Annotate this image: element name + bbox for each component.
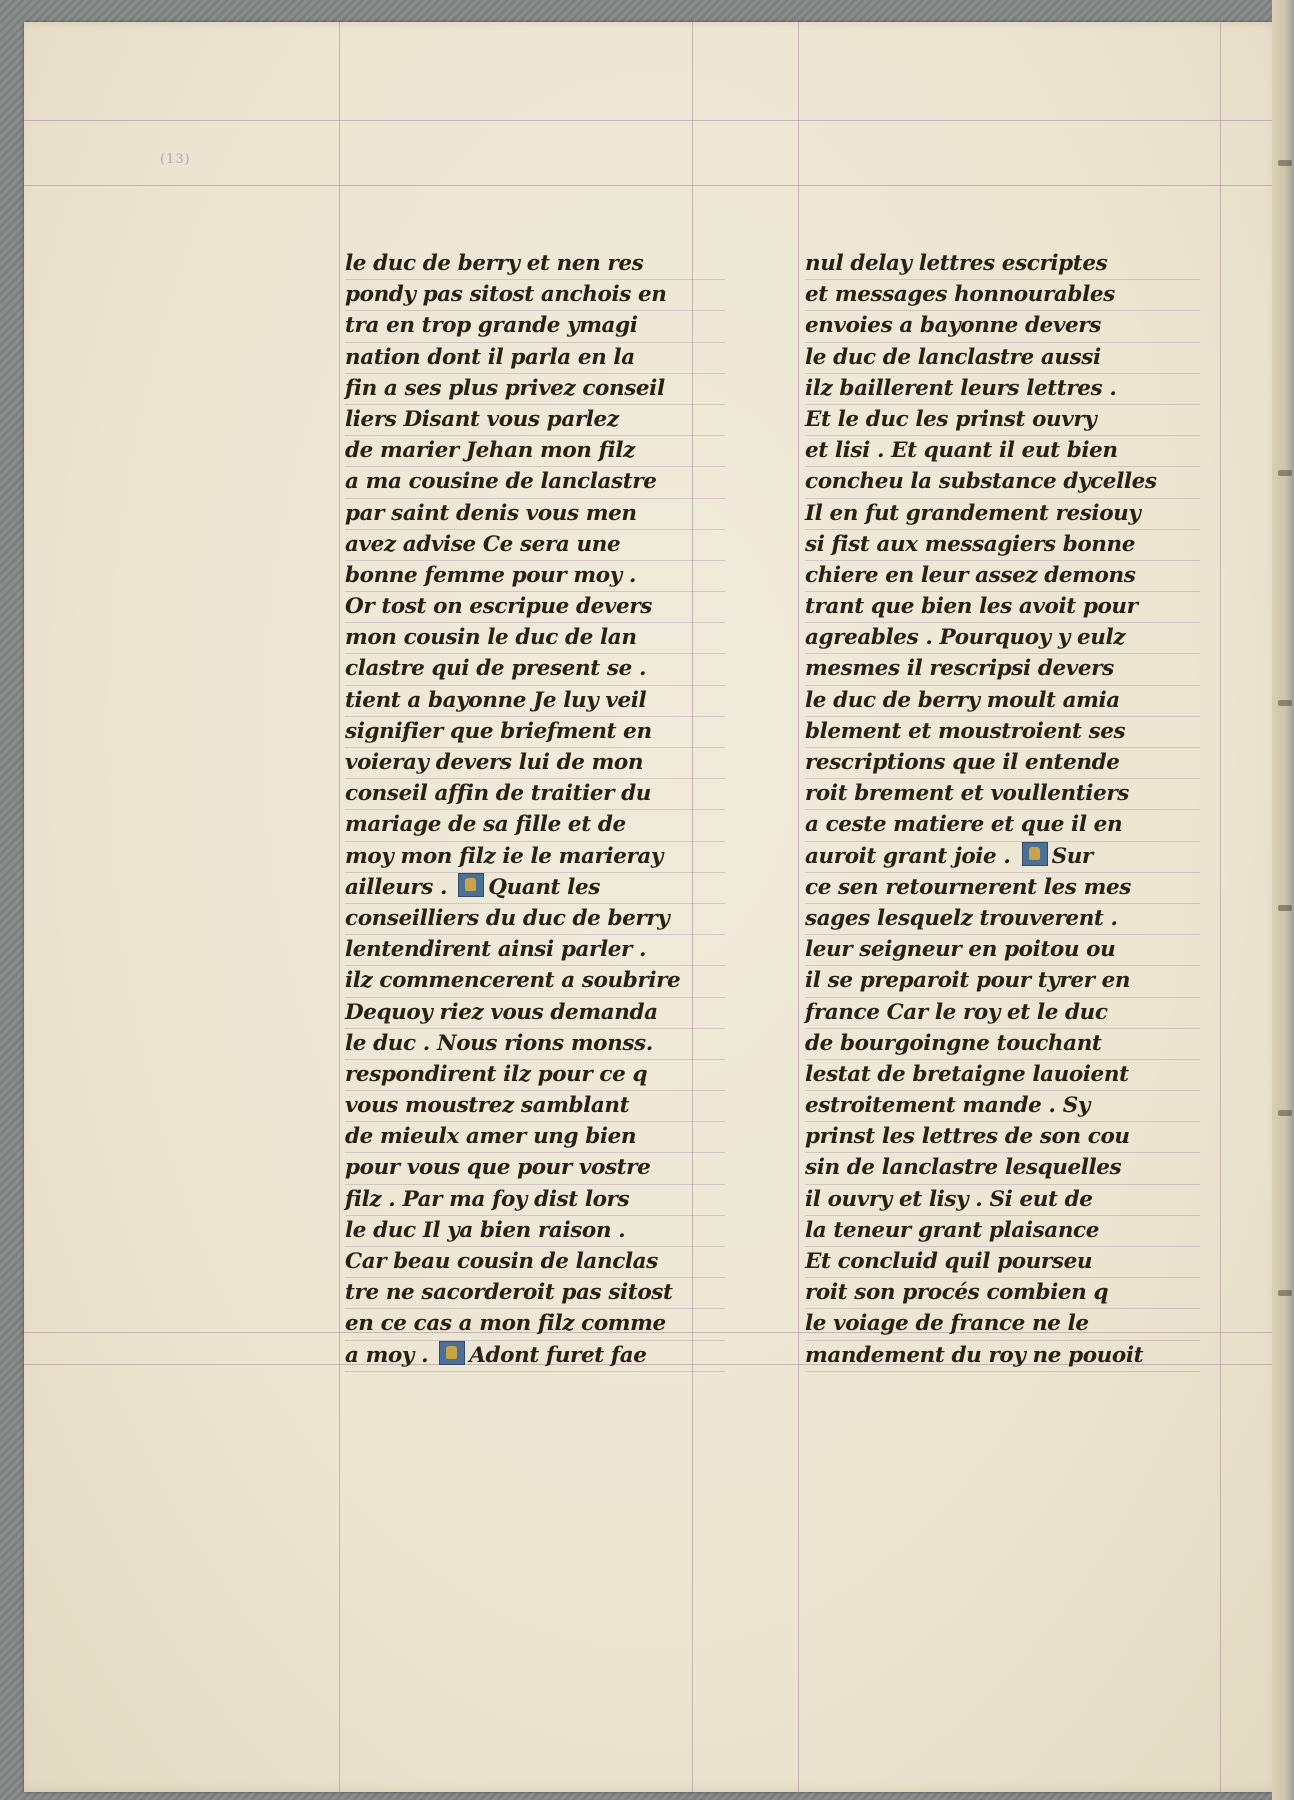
text-line: filz . Par ma foy dist lors — [345, 1185, 725, 1216]
decorated-initial-icon — [458, 873, 484, 897]
folio-number: (13) — [160, 152, 191, 167]
text-line: le duc de berry et nen res — [345, 249, 725, 280]
text-line: ce sen retournerent les mes — [805, 873, 1200, 904]
text-line: signifier que briefment en — [345, 717, 725, 748]
text-line: fin a ses plus privez conseil — [345, 374, 725, 405]
text-line: sages lesquelz trouverent . — [805, 904, 1200, 935]
text-line: mesmes il rescripsi devers — [805, 654, 1200, 685]
line-segment: a moy . — [345, 1342, 436, 1368]
ruling-line — [24, 120, 1282, 121]
text-line: bonne femme pour moy . — [345, 561, 725, 592]
line-segment: ailleurs . — [345, 874, 455, 900]
text-line: avez advise Ce sera une — [345, 530, 725, 561]
text-line: Et le duc les prinst ouvry — [805, 405, 1200, 436]
text-line: liers Disant vous parlez — [345, 405, 725, 436]
text-column-right — [805, 249, 1200, 1372]
text-line: le duc de berry moult amia — [805, 686, 1200, 717]
ruling-line — [798, 22, 799, 1792]
text-line: estroitement mande . Sy — [805, 1091, 1200, 1122]
text-line: tra en trop grande ymagi — [345, 311, 725, 342]
text-column-left — [345, 249, 725, 1372]
text-line: roit son procés combien q — [805, 1278, 1200, 1309]
line-segment: Quant les — [488, 874, 600, 900]
text-line: moy mon filz ie le marieray — [345, 842, 725, 873]
text-line: tre ne sacorderoit pas sitost — [345, 1278, 725, 1309]
text-line — [805, 842, 1200, 873]
text-line: nation dont il parla en la — [345, 343, 725, 374]
text-line: en ce cas a mon filz comme — [345, 1309, 725, 1340]
text-line: tient a bayonne Je luy veil — [345, 686, 725, 717]
text-line: mariage de sa fille et de — [345, 810, 725, 841]
text-line: clastre qui de present se . — [345, 654, 725, 685]
text-line: lentendirent ainsi parler . — [345, 935, 725, 966]
text-line: de mieulx amer ung bien — [345, 1122, 725, 1153]
text-line: envoies a bayonne devers — [805, 311, 1200, 342]
line-segment: Adont furet fae — [469, 1342, 647, 1368]
text-line: par saint denis vous men — [345, 499, 725, 530]
text-line: pondy pas sitost anchois en — [345, 280, 725, 311]
text-line: et messages honnourables — [805, 280, 1200, 311]
text-line: ilz commencerent a soubrire — [345, 966, 725, 997]
text-line: agreables . Pourquoy y eulz — [805, 623, 1200, 654]
text-line: respondirent ilz pour ce q — [345, 1060, 725, 1091]
text-line: le duc . Nous rions monss. — [345, 1029, 725, 1060]
decorated-initial-icon — [1022, 842, 1048, 866]
text-line: a ceste matiere et que il en — [805, 810, 1200, 841]
edge-ink-mark — [1278, 700, 1292, 706]
text-line: chiere en leur assez demons — [805, 561, 1200, 592]
text-line: Dequoy riez vous demanda — [345, 998, 725, 1029]
edge-ink-mark — [1278, 905, 1292, 911]
ruling-line — [1220, 22, 1221, 1792]
decorated-initial-icon — [439, 1341, 465, 1365]
edge-ink-mark — [1278, 1290, 1292, 1296]
text-line: sin de lanclastre lesquelles — [805, 1153, 1200, 1184]
text-line: il ouvry et lisy . Si eut de — [805, 1185, 1200, 1216]
line-segment: Sur — [1051, 843, 1093, 869]
text-line: Or tost on escripue devers — [345, 592, 725, 623]
text-line: de marier Jehan mon filz — [345, 436, 725, 467]
text-line: concheu la substance dycelles — [805, 467, 1200, 498]
text-line: de bourgoingne touchant — [805, 1029, 1200, 1060]
text-line: blement et moustroient ses — [805, 717, 1200, 748]
text-line: il se preparoit pour tyrer en — [805, 966, 1200, 997]
edge-ink-mark — [1278, 160, 1292, 166]
ruling-line — [24, 185, 1282, 186]
ruling-line — [339, 22, 340, 1792]
text-line — [345, 1341, 725, 1372]
text-line: le voiage de france ne le — [805, 1309, 1200, 1340]
text-line: roit brement et voullentiers — [805, 779, 1200, 810]
text-line: Il en fut grandement resiouy — [805, 499, 1200, 530]
text-line — [345, 873, 725, 904]
edge-ink-mark — [1278, 1110, 1292, 1116]
text-line: pour vous que pour vostre — [345, 1153, 725, 1184]
text-line: et lisi . Et quant il eut bien — [805, 436, 1200, 467]
text-line: leur seigneur en poitou ou — [805, 935, 1200, 966]
text-line: ilz baillerent leurs lettres . — [805, 374, 1200, 405]
text-line: conseil affin de traitier du — [345, 779, 725, 810]
text-line: mandement du roy ne pouoit — [805, 1341, 1200, 1372]
text-line: trant que bien les avoit pour — [805, 592, 1200, 623]
text-line: a ma cousine de lanclastre — [345, 467, 725, 498]
text-line: la teneur grant plaisance — [805, 1216, 1200, 1247]
text-line: le duc de lanclastre aussi — [805, 343, 1200, 374]
text-line: lestat de bretaigne lauoient — [805, 1060, 1200, 1091]
text-line: mon cousin le duc de lan — [345, 623, 725, 654]
text-line: prinst les lettres de son cou — [805, 1122, 1200, 1153]
text-line: le duc Il ya bien raison . — [345, 1216, 725, 1247]
text-line: conseilliers du duc de berry — [345, 904, 725, 935]
line-segment: auroit grant joie . — [805, 843, 1018, 869]
text-line: nul delay lettres escriptes — [805, 249, 1200, 280]
adjacent-leaf-edge — [1272, 0, 1294, 1800]
edge-ink-mark — [1278, 470, 1292, 476]
text-line: rescriptions que il entende — [805, 748, 1200, 779]
text-line: france Car le roy et le duc — [805, 998, 1200, 1029]
text-line: Car beau cousin de lanclas — [345, 1247, 725, 1278]
text-line: vous moustrez samblant — [345, 1091, 725, 1122]
text-line: si fist aux messagiers bonne — [805, 530, 1200, 561]
text-line: Et concluid quil pourseu — [805, 1247, 1200, 1278]
text-line: voieray devers lui de mon — [345, 748, 725, 779]
